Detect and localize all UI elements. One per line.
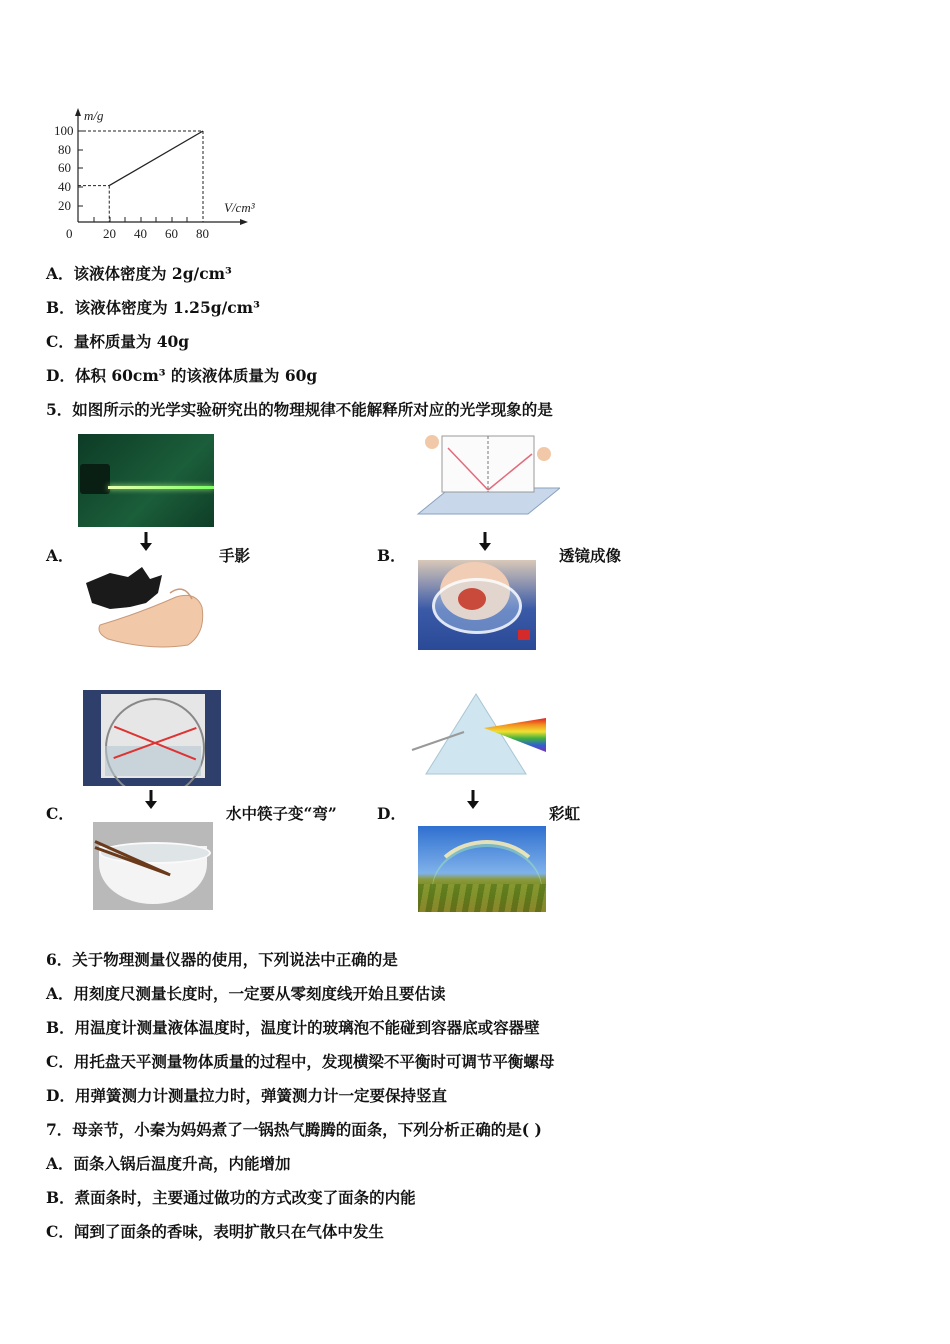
x-tick-label: 60: [165, 226, 178, 241]
prism-dispersion-image: [410, 692, 550, 778]
y-tick-label: 20: [58, 198, 71, 213]
q4-option-c: C．量杯质量为 40g: [46, 332, 190, 351]
q7-option-b: B．煮面条时，主要通过做功的方式改变了面条的内能: [46, 1188, 416, 1207]
q5-option-a-letter: A．: [46, 546, 74, 565]
q6-stem: 6．关于物理测量仪器的使用，下列说法中正确的是: [46, 950, 398, 969]
y-ticks: [54, 123, 83, 213]
x-axis-arrow: [240, 219, 248, 225]
y-tick-label: 40: [58, 179, 71, 194]
graph-plot: [78, 131, 203, 222]
x-tick-label: 40: [134, 226, 147, 241]
q6-option-d: D．用弹簧测力计测量拉力时，弹簧测力计一定要保持竖直: [46, 1086, 447, 1105]
q7-stem: 7．母亲节，小秦为妈妈煮了一锅热气腾腾的面条，下列分析正确的是( ): [46, 1120, 542, 1139]
reflection-experiment-image: [410, 432, 560, 524]
down-arrow-icon: [139, 532, 153, 552]
y-axis-arrow: [75, 108, 81, 116]
q6-option-a: A．用刻度尺测量长度时，一定要从零刻度线开始且要估读: [46, 984, 446, 1003]
q7-option-a: A．面条入锅后温度升高，内能增加: [46, 1154, 291, 1173]
hand-shadow-image: [80, 563, 208, 653]
q5-option-b-caption: 透镜成像: [559, 546, 622, 565]
x-ticks: [66, 217, 209, 241]
q4-option-a: A．该液体密度为 2g/cm³: [46, 264, 232, 283]
refraction-experiment-image: [83, 690, 221, 786]
water-lens-photo: [418, 560, 536, 650]
q5-option-c-caption: 水中筷子变“弯”: [226, 804, 337, 823]
q5-option-d-letter: D．: [377, 804, 406, 823]
x-tick-label: 20: [103, 226, 116, 241]
q4-option-d: D．体积 60cm³ 的该液体质量为 60g: [46, 366, 318, 385]
laser-beam: [108, 486, 214, 489]
y-tick-label: 80: [58, 142, 71, 157]
laser-beam-image: [78, 434, 214, 527]
x-tick-label: 0: [66, 226, 73, 241]
down-arrow-icon: [144, 790, 158, 810]
y-tick-label: 60: [58, 160, 71, 175]
y-axis-label: m/g: [84, 108, 104, 123]
mass-volume-graph: [40, 100, 280, 245]
q5-option-d-caption: 彩虹: [549, 804, 581, 823]
x-axis-label: V/cm³: [224, 200, 255, 215]
q7-option-c: C．闻到了面条的香味，表明扩散只在气体中发生: [46, 1222, 384, 1241]
laser-pointer: [80, 464, 110, 494]
q6-option-c: C．用托盘天平测量物体质量的过程中，发现横梁不平衡时可调节平衡螺母: [46, 1052, 555, 1071]
down-arrow-icon: [466, 790, 480, 810]
y-tick-label: 100: [54, 123, 74, 138]
rainbow-landscape-photo: [418, 826, 546, 912]
chopsticks-bowl-photo: [93, 822, 213, 910]
data-series-line: [109, 131, 203, 186]
x-tick-label: 80: [196, 226, 209, 241]
q5-stem: 5．如图所示的光学实验研究出的物理规律不能解释所对应的光学现象的是: [46, 400, 553, 419]
q5-option-a-caption: 手影: [219, 546, 251, 565]
q6-option-b: B．用温度计测量液体温度时，温度计的玻璃泡不能碰到容器底或容器壁: [46, 1018, 540, 1037]
q5-option-c-letter: C．: [46, 804, 74, 823]
down-arrow-icon: [478, 532, 492, 552]
q5-option-b-letter: B．: [377, 546, 406, 565]
q4-option-b: B．该液体密度为 1.25g/cm³: [46, 298, 260, 317]
